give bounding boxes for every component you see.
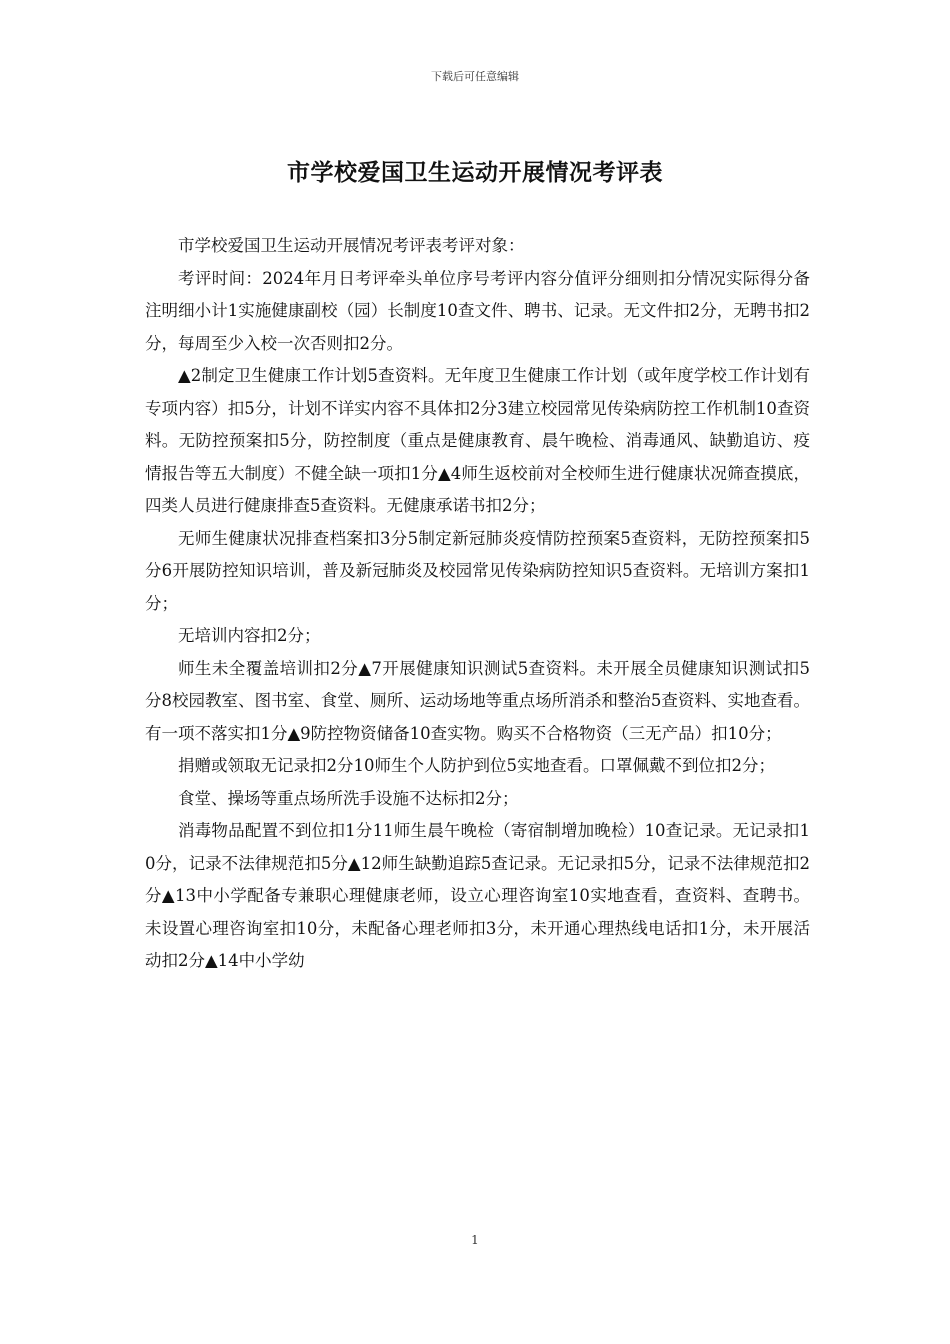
paragraph-6: 师生未全覆盖培训扣2分▲7开展健康知识测试5查资料。未开展全员健康知识测试扣5分8校园教室、图书室、食堂、厕所、运动场地等重点场所消杀和整治5查资料、实地查看。有一项不落实扣1分▲9防控物资储备10查实物。购买不合格物资（三无产品）扣10分； (145, 658, 810, 743)
paragraph-8: 食堂、操场等重点场所洗手设施不达标扣2分； (178, 788, 519, 808)
paragraph-3: ▲2制定卫生健康工作计划5查资料。无年度卫生健康工作计划（或年度学校工作计划有专项内容）扣5分，计划不详实内容不具体扣2分3建立校园常见传染病防控工作机制10查资料。无防控预案扣5分，防控制度（重点是健康教育、晨午晚检、消毒通风、缺勤追访、疫情报告等五大制度）不健全缺一项扣1分▲4师生返校前对全校师生进行健康状况筛查摸底，四类人员进行健康排查5查资料。无健康承诺书扣2分； (145, 366, 810, 515)
paragraph-7: 捐赠或领取无记录扣2分10师生个人防护到位5实地查看。口罩佩戴不到位扣2分； (178, 756, 775, 775)
paragraph-4: 无师生健康状况排查档案扣3分5制定新冠肺炎疫情防控预案5查资料，无防控预案扣5分6开展防控知识培训，普及新冠肺炎及校园常见传染病防控知识5查资料。无培训方案扣1分； (145, 528, 810, 613)
document-body (145, 230, 810, 978)
document-title: 市学校爱国卫生运动开展情况考评表 (287, 160, 663, 186)
paragraph-2: 考评时间：2024年月日考评牵头单位序号考评内容分值评分细则扣分情况实际得分备注明细小计1实施健康副校（园）长制度10查文件、聘书、记录。无文件扣2分，无聘书扣2分，每周至少入校一次否则扣2分。 (145, 268, 810, 353)
paragraph-5: 无培训内容扣2分； (178, 626, 321, 645)
paragraph-1: 市学校爱国卫生运动开展情况考评表考评对象： (178, 236, 525, 255)
paragraph-9: 消毒物品配置不到位扣1分11师生晨午晚检（寄宿制增加晚检）10查记录。无记录扣10分，记录不法律规范扣5分▲12师生缺勤追踪5查记录。无记录扣5分，记录不法律规范扣2分▲13中小学配备专兼职心理健康老师，设立心理咨询室10实地查看，查资料、查聘书。未设置心理咨询室扣10分，未配备心理老师扣3分，未开通心理热线电话扣1分，未开展活动扣2分▲14中小学幼 (145, 821, 810, 970)
header-note: 下载后可任意编辑 (431, 70, 519, 83)
page-number: 1 (471, 1233, 479, 1247)
